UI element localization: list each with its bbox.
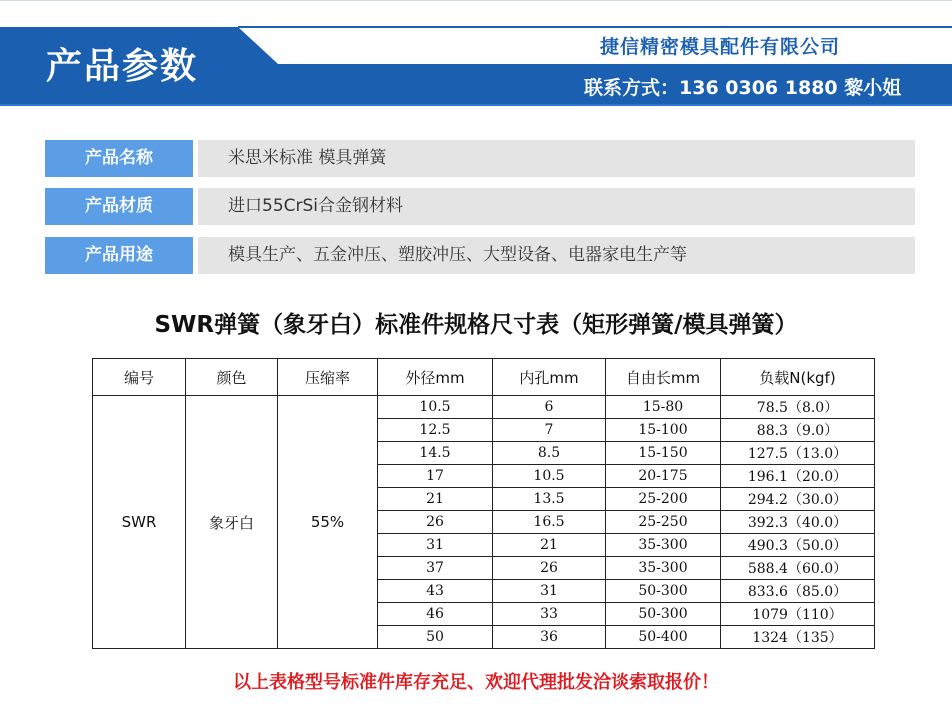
- header-cell-outer-diameter: 外径mm: [378, 359, 493, 396]
- header-cell-load: 负载N(kgf): [721, 359, 875, 396]
- info-row-material: [45, 188, 915, 225]
- free-length-cell: 25-250: [606, 511, 721, 534]
- free-length-cell: 35-300: [606, 557, 721, 580]
- inner-hole-cell: 21: [493, 534, 606, 557]
- load-cell: 392.3（40.0）: [721, 511, 875, 534]
- load-cell: 1079（110）: [721, 603, 875, 626]
- load-cell: 88.3（9.0）: [721, 419, 875, 442]
- free-length-cell: 20-175: [606, 465, 721, 488]
- inner-hole-cell: 13.5: [493, 488, 606, 511]
- free-length-cell: 50-300: [606, 603, 721, 626]
- free-length-cell: 35-300: [606, 534, 721, 557]
- inner-hole-cell: 26: [493, 557, 606, 580]
- info-row-name: [45, 140, 915, 177]
- table-title: SWR弹簧（象牙白）标准件规格尺寸表（矩形弹簧/模具弹簧）: [154, 312, 798, 338]
- outer-diameter-cell: 46: [378, 603, 493, 626]
- free-length-cell: 25-200: [606, 488, 721, 511]
- inner-hole-cell: 8.5: [493, 442, 606, 465]
- info-value: 米思米标准 模具弹簧: [198, 140, 915, 177]
- free-length-cell: 15-80: [606, 396, 721, 419]
- outer-diameter-cell: 12.5: [378, 419, 493, 442]
- info-value: 模具生产、五金冲压、塑胶冲压、大型设备、电器家电生产等: [198, 237, 915, 274]
- contact-info: 联系方式：136 0306 1880 黎小姐: [584, 77, 902, 99]
- inner-hole-cell: 7: [493, 419, 606, 442]
- compression-cell: 55%: [278, 396, 378, 649]
- page-title: 产品参数: [46, 46, 199, 87]
- inner-hole-cell: 31: [493, 580, 606, 603]
- color-cell: 象牙白: [186, 396, 278, 649]
- outer-diameter-cell: 26: [378, 511, 493, 534]
- load-cell: 78.5（8.0）: [721, 396, 875, 419]
- load-cell: 490.3（50.0）: [721, 534, 875, 557]
- header-cell-inner-hole: 内孔mm: [493, 359, 606, 396]
- header-banner: [0, 0, 952, 108]
- free-length-cell: 50-400: [606, 626, 721, 649]
- load-cell: 294.2（30.0）: [721, 488, 875, 511]
- outer-diameter-cell: 21: [378, 488, 493, 511]
- load-cell: 833.6（85.0）: [721, 580, 875, 603]
- free-length-cell: 15-150: [606, 442, 721, 465]
- load-cell: 127.5（13.0）: [721, 442, 875, 465]
- outer-diameter-cell: 10.5: [378, 396, 493, 419]
- header-cell-compression: 压缩率: [278, 359, 378, 396]
- load-cell: 196.1（20.0）: [721, 465, 875, 488]
- header-cell-color: 颜色: [186, 359, 278, 396]
- inner-hole-cell: 36: [493, 626, 606, 649]
- code-cell: SWR: [93, 396, 186, 649]
- table-header-row: [93, 359, 875, 396]
- footer-note: 以上表格型号标准件库存充足、欢迎代理批发洽谈索取报价！: [233, 672, 719, 693]
- inner-hole-cell: 10.5: [493, 465, 606, 488]
- outer-diameter-cell: 17: [378, 465, 493, 488]
- free-length-cell: 15-100: [606, 419, 721, 442]
- load-cell: 1324（135）: [721, 626, 875, 649]
- inner-hole-cell: 16.5: [493, 511, 606, 534]
- outer-diameter-cell: 14.5: [378, 442, 493, 465]
- company-name: 捷信精密模具配件有限公司: [600, 36, 841, 58]
- header-cell-free-length: 自由长mm: [606, 359, 721, 396]
- outer-diameter-cell: 37: [378, 557, 493, 580]
- inner-hole-cell: 6: [493, 396, 606, 419]
- table-body: [93, 396, 875, 649]
- outer-diameter-cell: 31: [378, 534, 493, 557]
- inner-hole-cell: 33: [493, 603, 606, 626]
- free-length-cell: 50-300: [606, 580, 721, 603]
- info-label: 产品名称: [45, 140, 193, 177]
- info-row-usage: [45, 237, 915, 274]
- outer-diameter-cell: 43: [378, 580, 493, 603]
- info-value: 进口55CrSi合金钢材料: [198, 188, 915, 225]
- info-label: 产品材质: [45, 188, 193, 225]
- table-row: [93, 396, 875, 419]
- info-label: 产品用途: [45, 237, 193, 274]
- header-cell-code: 编号: [93, 359, 186, 396]
- spec-table: [92, 358, 875, 649]
- outer-diameter-cell: 50: [378, 626, 493, 649]
- load-cell: 588.4（60.0）: [721, 557, 875, 580]
